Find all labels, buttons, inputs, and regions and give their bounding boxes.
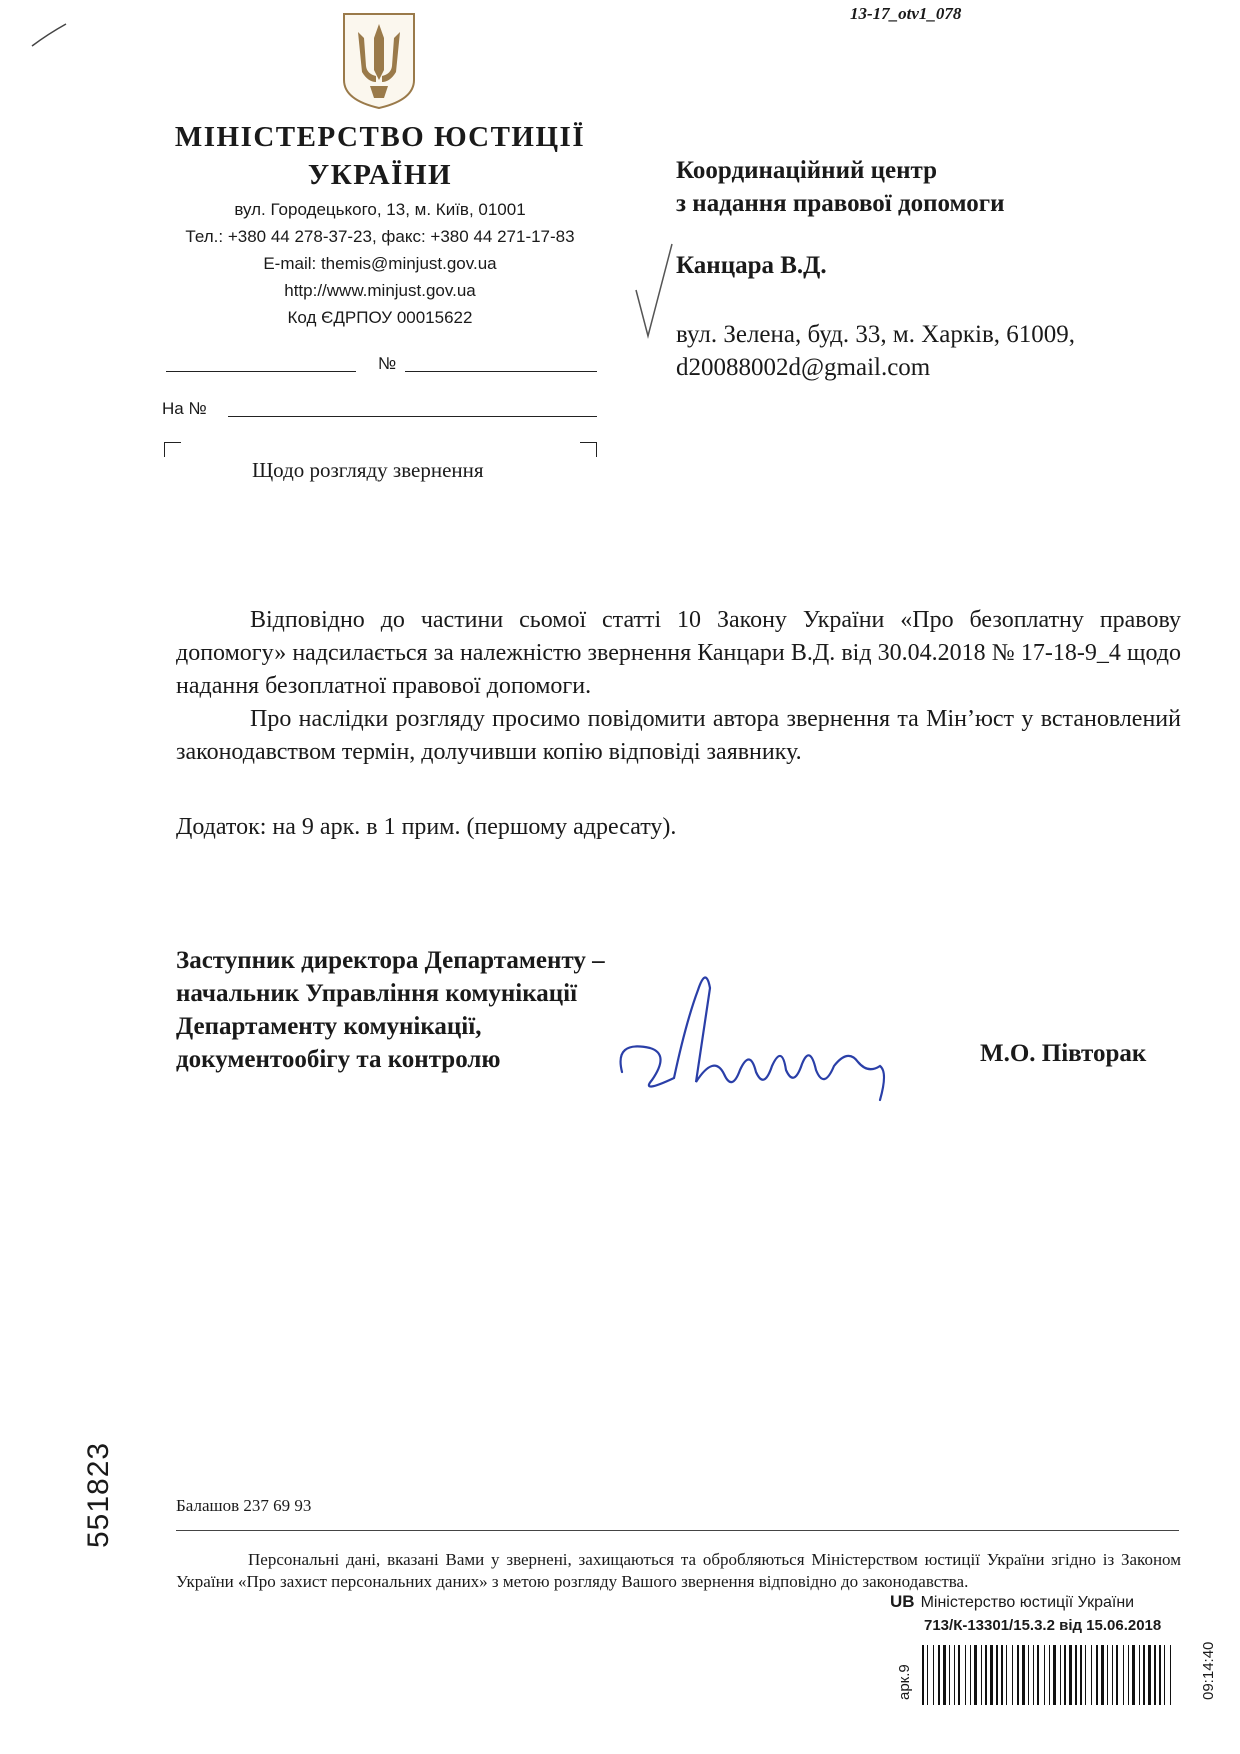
registration-sheets: арк.9 [896,1664,913,1700]
barcode-bar [965,1645,966,1705]
signer-title-line3: Департаменту комунікації, [176,1013,482,1040]
ministry-name-line2: УКРАЇНИ [307,159,453,191]
signer-name: М.О. Півторак [980,1040,1147,1067]
barcode-bar [1139,1645,1140,1705]
signer-title-line1: Заступник директора Департаменту – [176,947,605,974]
barcode-bar [1037,1645,1039,1705]
scan-mark [30,20,70,50]
subject-corner-left [164,442,181,457]
side-registration-number: 551823 [82,1441,115,1548]
barcode-bar [1154,1645,1156,1705]
date-line [166,371,356,372]
addressee-org-line2: з надання правової допомоги [676,190,1005,217]
ministry-name-line1: МІНІСТЕРСТВО ЮСТИЦІЇ [174,121,586,153]
barcode-bar [996,1645,998,1705]
barcode-bar [1012,1645,1013,1705]
barcode-bar [1132,1645,1135,1705]
registration-number: 713/К-13301/15.3.2 від 15.06.2018 [924,1617,1162,1634]
barcode-bar [1128,1645,1129,1705]
barcode-bar [1069,1645,1072,1705]
subject-line: Щодо розгляду звернення [252,458,484,482]
attachment-note: Додаток: на 9 арк. в 1 прим. (першому адресату). [176,814,677,840]
ministry-email: E-mail: themis@minjust.gov.ua [263,254,497,273]
barcode-bar [1022,1645,1025,1705]
check-mark-icon [632,240,682,340]
addressee-address [676,318,1075,384]
barcode-bar [933,1645,934,1705]
signer-title-line2: начальник Управління комунікації [176,980,578,1007]
number-sign: № [378,354,397,373]
barcode-bar [974,1645,977,1705]
footer-divider [176,1530,1179,1531]
privacy-note: Персональні дані, вказані Вами у звернені, захищаються та обробляються Міністерством юстиції України згідно із Законом України «Про захист персональних даних» з метою розгляду Вашого звернення відповідно до законодавства. [176,1550,1181,1591]
registration-prefix: UB [890,1592,915,1611]
barcode-bar [1044,1645,1045,1705]
barcode-bar [970,1645,971,1705]
ministry-edrpou: Код ЄДРПОУ 00015622 [287,308,473,327]
ministry-name [140,118,620,194]
barcode-bar [1001,1645,1003,1705]
subject-corner-right [580,442,597,457]
barcode-bar [949,1645,950,1705]
barcode-bar [943,1645,946,1705]
barcode-bar [1080,1645,1082,1705]
barcode-bar [1123,1645,1124,1705]
barcode-bar [1164,1645,1165,1705]
barcode-bar [938,1645,940,1705]
addressee-email: d20088002d@gmail.com [676,354,931,381]
reply-to-line [228,416,597,417]
barcode-bar [1053,1645,1056,1705]
barcode-bar [1060,1645,1061,1705]
body-paragraph-1: Відповідно до частини сьомої статті 10 Закону України «Про безоплатну правову допомогу» надсилається за належністю звернення Канцари В.Д. від 30.04.2018 № 17-18-9_4 щодо надання безоплатної правової допомоги. [176,607,1181,699]
barcode-bar [1148,1645,1151,1705]
trident-emblem-icon [340,10,418,110]
barcode-bar [927,1645,928,1705]
registration-org-name: Міністерство юстиції України [920,1594,1135,1611]
ministry-contacts [140,196,620,331]
ministry-phones: Тел.: +380 44 278-37-23, факс: +380 44 271-17-83 [185,227,575,246]
barcode-bar [1085,1645,1086,1705]
barcode-bar [1091,1645,1092,1705]
executor-contact: Балашов 237 69 93 [176,1496,312,1515]
barcode-bar [985,1645,987,1705]
body-paragraph-2: Про наслідки розгляду просимо повідомити автора звернення та Мін’юст у встановлений законодавством термін, долучивши копію відповіді заявнику. [176,706,1181,765]
barcode-bar [1006,1645,1007,1705]
barcode [922,1645,1174,1705]
barcode-bar [1170,1645,1171,1705]
barcode-bar [1096,1645,1098,1705]
barcode-bar [990,1645,993,1705]
barcode-bar [1116,1645,1118,1705]
registration-org [890,1592,1134,1612]
barcode-bar [1112,1645,1113,1705]
barcode-bar [1107,1645,1108,1705]
document-code: 13-17_otv1_078 [850,4,962,23]
barcode-bar [958,1645,960,1705]
barcode-bar [1075,1645,1077,1705]
registration-time: 09:14:40 [1200,1641,1217,1700]
barcode-bar [1028,1645,1029,1705]
barcode-bar [1017,1645,1019,1705]
barcode-bar [1033,1645,1034,1705]
barcode-bar [1049,1645,1050,1705]
letter-body [176,604,1181,769]
reply-to-label: На № [162,399,207,418]
addressee-org-line1: Координаційний центр [676,157,938,184]
addressee-organization [676,154,1005,220]
barcode-bar [922,1645,924,1705]
signer-title [176,944,605,1076]
signer-title-line4: документообігу та контролю [176,1046,501,1073]
barcode-bar [954,1645,955,1705]
barcode-bar [1143,1645,1145,1705]
addressee-address-line1: вул. Зелена, буд. 33, м. Харків, 61009, [676,321,1076,348]
barcode-bar [981,1645,982,1705]
ministry-address: вул. Городецького, 13, м. Київ, 01001 [234,200,526,219]
number-line [405,371,597,372]
barcode-bar [1064,1645,1066,1705]
addressee-name: Канцара В.Д. [676,252,827,279]
barcode-bar [1101,1645,1104,1705]
ministry-website: http://www.minjust.gov.ua [284,281,476,300]
handwritten-signature [612,962,912,1112]
barcode-bar [1159,1645,1161,1705]
